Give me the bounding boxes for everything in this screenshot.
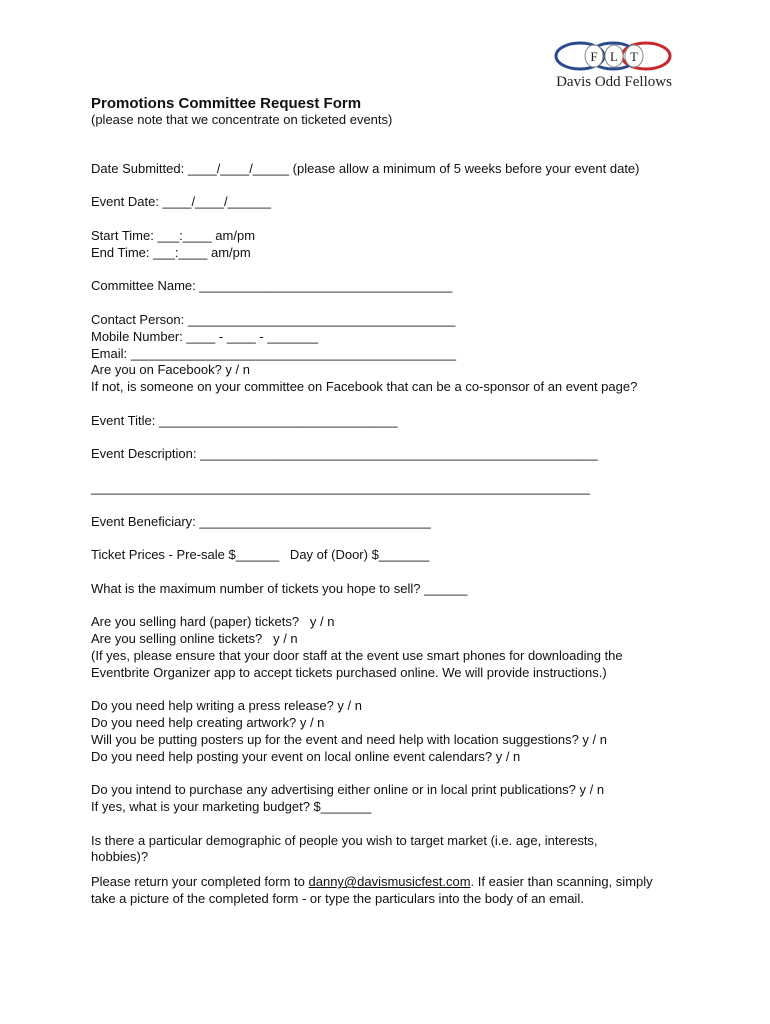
return-suffix: . If easier than scanning, simply take a picture of the completed form - or type the particulars into the body of an email. [91,874,653,907]
return-instructions [91,874,671,908]
start-time-field: Start Time: ___:____ am/pm [91,227,256,243]
demographic-question: Is there a particular demographic of people you wish to target market (i.e. age, interests, hobbies)? [91,832,598,865]
end-time-field: End Time: ___:____ am/pm [91,244,251,260]
online-tickets-note-2: Eventbrite Organizer app to accept tickets purchased online. We will provide instructions.) [91,664,607,680]
three-links-emblem-icon [548,38,680,74]
posters-question: Will you be putting posters up for the event and need help with location suggestions? y / n [91,731,607,747]
marketing-budget-field: If yes, what is your marketing budget? $_______ [91,799,372,815]
online-tickets-note-1: (If yes, please ensure that your door staff at the event use smart phones for downloading the [91,647,623,663]
logo-letter-t: T [630,49,638,64]
max-tickets-field: What is the maximum number of tickets you hope to sell? ______ [91,580,468,596]
logo-letter-f: F [590,49,598,64]
calendars-question: Do you need help posting your event on local online event calendars? y / n [91,748,521,764]
mobile-number-field: Mobile Number: ____ - ____ - _______ [91,328,318,344]
hard-tickets-question: Are you selling hard (paper) tickets? y / n [91,614,335,630]
artwork-question: Do you need help creating artwork? y / n [91,715,325,731]
ticket-prices-field: Ticket Prices - Pre-sale $______ Day of (Door) $_______ [91,547,430,563]
online-tickets-question: Are you selling online tickets? y / n [91,631,298,647]
event-title-field: Event Title: _________________________________ [91,412,398,428]
logo-letter-l: L [610,49,618,64]
advertising-question: Do you intend to purchase any advertising either online or in local print publications? y / n [91,782,605,798]
request-form [91,95,691,908]
logo-caption: Davis Odd Fellows [556,74,672,90]
odd-fellows-logo [548,38,678,94]
facebook-cosponsor-question: If not, is someone on your committee on Facebook that can be a co-sponsor of an event page? [91,379,638,395]
form-subtitle: (please note that we concentrate on ticketed events) [91,112,393,127]
email-field: Email: _____________________________________________ [91,345,457,361]
committee-name-field: Committee Name: ___________________________________ [91,278,453,294]
form-title: Promotions Committee Request Form [91,95,362,112]
event-description-line-2: _____________________________________________________________________ [91,479,590,495]
press-release-question: Do you need help writing a press release? y / n [91,698,362,714]
contact-person-field: Contact Person: _____________________________________ [91,311,456,327]
event-description-field: Event Description: _______________________________________________________ [91,446,598,462]
date-submitted-field: Date Submitted: ____/____/_____ (please allow a minimum of 5 weeks before your event date) [91,160,640,176]
event-date-field: Event Date: ____/____/______ [91,194,271,210]
facebook-question: Are you on Facebook? y / n [91,362,250,378]
event-beneficiary-field: Event Beneficiary: ________________________________ [91,513,431,529]
return-prefix: Please return your completed form to [91,874,309,890]
return-email-link[interactable]: danny@davismusicfest.com [308,874,471,890]
